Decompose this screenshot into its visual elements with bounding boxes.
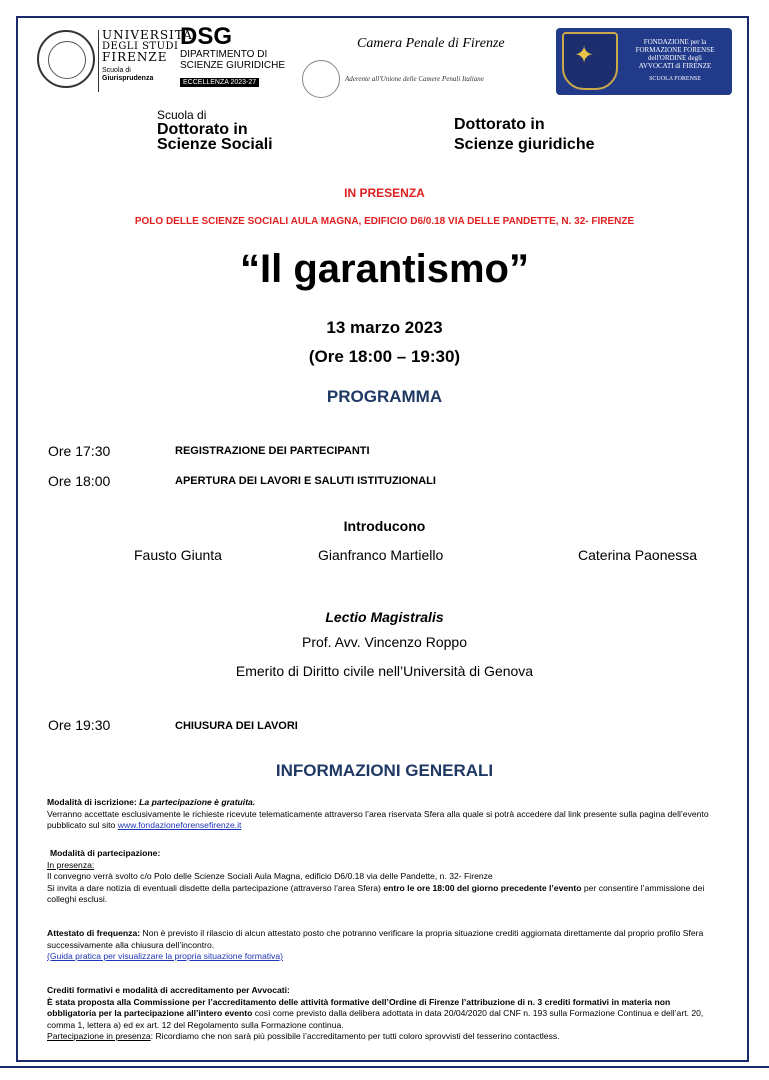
in-presenza-label: In presenza: <box>47 859 95 870</box>
fondazione-website-link[interactable]: www.fondazioneforensefirenze.it <box>117 820 242 830</box>
dott-sociali-line1: Scuola di <box>157 108 207 122</box>
partecipazione-line2a: Si invita a dare notizia di eventuali disdette della partecipazione (attraverso l’area Sfera) <box>47 882 381 893</box>
unifi-line3: FIRENZE <box>102 50 168 64</box>
crediti-text: così come previsto dalla delibera adottata in data 20/04/2020 dal CNF n. 193 sulla Formazione Continua e dell’art. 20, comma 1, lettera a) ed ex art. 12 del Regolamento sulla Formazione continua. <box>47 1008 704 1030</box>
lectio-speaker: Prof. Avv. Vincenzo Roppo <box>302 634 467 650</box>
event-date: 13 marzo 2023 <box>326 318 443 337</box>
bottom-border <box>0 1066 769 1068</box>
dott-giuridiche-line2: Scienze giuridiche <box>454 136 595 153</box>
unifi-school2: Giurisprudenza <box>102 75 154 82</box>
event-title: “Il garantismo” <box>240 247 529 291</box>
lectio-role: Emerito di Diritto civile nell’Università di Genova <box>235 663 534 679</box>
info-partecipazione <box>47 848 713 906</box>
fondazione-line3: dell'ORDINE degli <box>648 54 702 62</box>
fondazione-text <box>620 38 730 70</box>
info-iscrizione <box>47 797 713 832</box>
iscrizione-value: La partecipazione è gratuita. <box>139 797 256 807</box>
camera-penale-seal-logo <box>302 60 340 98</box>
unifi-line1: UNIVERSITÀ <box>102 28 193 42</box>
fondazione-line2: FORMAZIONE FORENSE <box>635 46 715 54</box>
partecipazione-line1: Il convegno verrà svolto c/o Polo delle Scienze Sociali Aula Magna, edificio D6/0.18 via delle Pandette, n. 32- Firenze <box>47 871 493 881</box>
crediti-text-bold: È stata proposta alla Commissione per l’accreditamento delle attività formative dell’Ordine di Firenze l’attribuzione di n. 3 crediti formativi in materia non obbligatoria per la partecipazione all’intero evento <box>47 996 671 1018</box>
unifi-line2: DEGLI STUDI <box>102 41 179 52</box>
dsg-logo-text: DSG <box>180 23 233 50</box>
presenza-label: Partecipazione in presenza <box>47 1031 151 1041</box>
programma-item: APERTURA DEI LAVORI E SALUTI ISTITUZIONALI <box>175 475 436 487</box>
dottorato-scienze-sociali-logo <box>157 109 273 153</box>
iscrizione-label: Modalità di iscrizione: <box>47 797 137 807</box>
fondazione-logo <box>556 28 732 95</box>
dsg-line1: DIPARTIMENTO DI <box>180 49 268 60</box>
programma-item: REGISTRAZIONE DEI PARTECIPANTI <box>175 445 370 457</box>
partecipazione-line2c: per consentire l’ammissione dei colleghi esclusi. <box>47 882 705 904</box>
fondazione-line1: FONDAZIONE per la <box>643 38 707 46</box>
dsg-line2: SCIENZE GIURIDICHE <box>180 60 286 71</box>
partecipazione-label: Modalità di partecipazione: <box>50 848 161 858</box>
programma-heading: PROGRAMMA <box>326 387 443 406</box>
fondazione-line4: AVVOCATI di FIRENZE <box>638 62 712 70</box>
fondazione-scuola: SCUOLA FORENSE <box>649 76 701 82</box>
programma-item: CHIUSURA DEI LAVORI <box>175 720 298 732</box>
camera-penale-aderente: Aderente all'Unione delle Camere Penali Italiane <box>345 75 484 83</box>
info-attestato <box>47 928 713 963</box>
speaker-name: Fausto Giunta <box>134 547 222 563</box>
dsg-badge: ECCELLENZA 2023-27 <box>180 78 259 87</box>
crediti-label: Crediti formativi e modalità di accreditamento per Avvocati: <box>47 985 290 995</box>
dsg-logo <box>180 25 285 89</box>
partecipazione-line2b: entro le ore 18:00 del giorno precedente l’evento <box>383 882 582 893</box>
presenza-text: : Ricordiamo che non sarà più possibile l’accreditamento per tutti coloro sprovvisti del tesserino contactless. <box>150 1031 560 1041</box>
event-time: (Ore 18:00 – 19:30) <box>308 347 461 366</box>
introducono-heading: Introducono <box>343 518 426 534</box>
guida-pratica-link[interactable]: (Guida pratica per visualizzare la propria situazione formativa) <box>47 951 283 961</box>
dott-sociali-line2: Dottorato in <box>157 121 248 138</box>
speaker-name: Gianfranco Martiello <box>318 547 444 563</box>
dottorato-scienze-giuridiche-logo <box>454 115 594 155</box>
event-mode: IN PRESENZA <box>344 186 425 200</box>
lectio-heading: Lectio Magistralis <box>325 609 444 625</box>
iscrizione-text: Verranno accettate esclusivamente le richieste ricevute telematicamente attraverso l’area riservata Sfera alla quale si potrà accedere dal link presente sulla pagina dell’evento pubblicato sul sito <box>47 808 709 830</box>
attestato-label: Attestato di frequenza: <box>47 928 141 938</box>
star-icon: ✦ <box>573 41 595 69</box>
logo-divider <box>98 30 99 92</box>
info-heading: INFORMAZIONI GENERALI <box>275 761 494 780</box>
event-location: POLO DELLE SCIENZE SOCIALI AULA MAGNA, EDIFICIO D6/0.18 VIA DELLE PANDETTE, N. 32- FIRENZE <box>134 216 635 227</box>
programma-time: Ore 19:30 <box>48 717 111 733</box>
camera-penale-title: Camera Penale di Firenze <box>357 36 505 51</box>
dott-giuridiche-line1: Dottorato in <box>454 116 545 133</box>
info-crediti <box>47 985 713 1043</box>
speaker-name: Caterina Paonessa <box>578 547 698 563</box>
university-seal-logo <box>37 30 95 88</box>
programma-time: Ore 18:00 <box>48 473 111 489</box>
programma-time: Ore 17:30 <box>48 443 111 459</box>
dott-sociali-line3: Scienze Sociali <box>157 136 273 153</box>
attestato-text: Non è previsto il rilascio di alcun attestato posto che potranno verificare la propria situazione crediti aggiornata direttamente dal proprio profilo Sfera successivamente alla chiusura dell’incontro. <box>47 928 704 950</box>
unifi-school1: Scuola di <box>102 67 131 74</box>
